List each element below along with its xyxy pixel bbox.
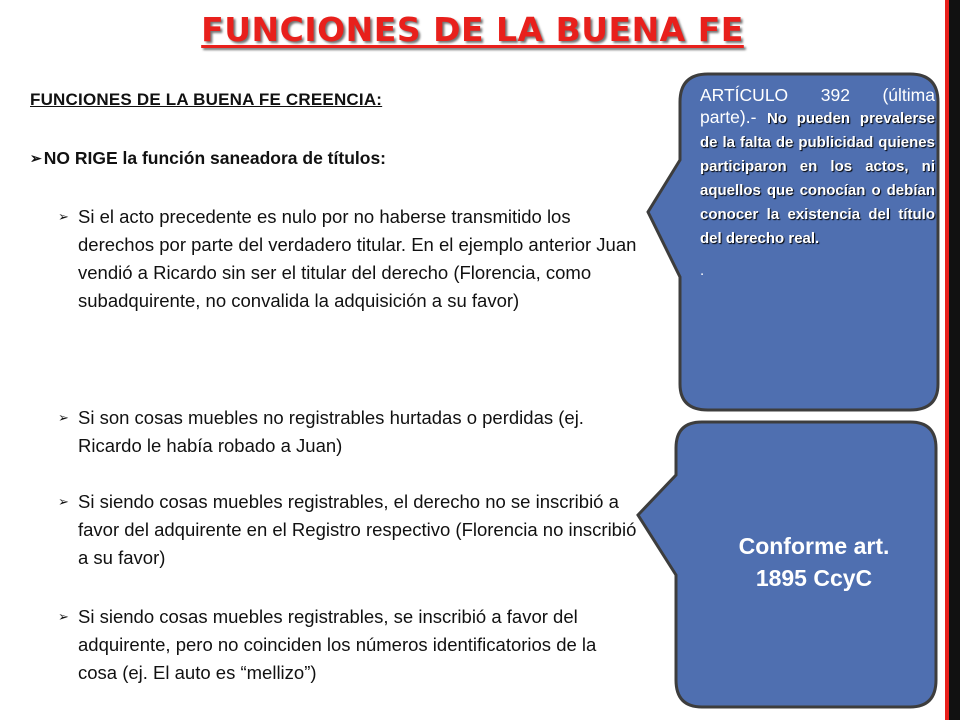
slide-title: FUNCIONES DE LA BUENA FE bbox=[201, 10, 744, 49]
bullet-item bbox=[60, 603, 640, 687]
reference-line-1: Conforme art. bbox=[738, 533, 890, 559]
main-point bbox=[30, 148, 386, 169]
article-trailing: . bbox=[700, 262, 705, 279]
article-callout bbox=[640, 72, 940, 412]
bullet-text: Si el acto precedente es nulo por no haberse transmitido los derechos por parte del verdadero titular. En el ejemplo anterior Juan vendió a Ricardo sin ser el titular del derecho (Florencia, como subadquirente, no convalida la adquisición a su favor) bbox=[78, 206, 637, 311]
accent-bar-black bbox=[949, 0, 960, 720]
reference-callout bbox=[640, 420, 940, 710]
bullet-text: Si siendo cosas muebles registrables, se inscribió a favor del adquirente, pero no coinciden los números identificatorios de la cosa (ej. El auto es “mellizo”) bbox=[78, 606, 597, 683]
bullet-item bbox=[60, 488, 640, 572]
bullet-text: Si siendo cosas muebles registrables, el derecho no se inscribió a favor del adquirente en el Registro respectivo (Florencia no inscribió a su favor) bbox=[78, 491, 637, 568]
arrow-bullet-icon: ➢ bbox=[58, 494, 69, 509]
article-heading: ARTÍCULO 392 (última parte).- bbox=[700, 85, 935, 127]
article-body: No pueden prevalerse de la falta de publicidad quienes participaron en los actos, ni aquellos que conocían o debían conocer la existencia del título del derecho real. bbox=[700, 110, 935, 247]
arrow-bullet-icon: ➢ bbox=[30, 150, 42, 166]
reference-text bbox=[688, 530, 940, 594]
bullet-text: Si son cosas muebles no registrables hurtadas o perdidas (ej. Ricardo le había robado a Juan) bbox=[78, 407, 584, 456]
arrow-bullet-icon: ➢ bbox=[58, 609, 69, 624]
bullet-item bbox=[60, 404, 640, 460]
bullet-item bbox=[60, 203, 640, 315]
reference-line-2: 1895 CcyC bbox=[755, 565, 873, 591]
section-subtitle: FUNCIONES DE LA BUENA FE CREENCIA: bbox=[30, 90, 383, 109]
arrow-bullet-icon: ➢ bbox=[58, 410, 69, 425]
arrow-bullet-icon: ➢ bbox=[58, 209, 69, 224]
article-text bbox=[700, 84, 935, 282]
main-point-text: NO RIGE la función saneadora de títulos: bbox=[43, 148, 387, 168]
